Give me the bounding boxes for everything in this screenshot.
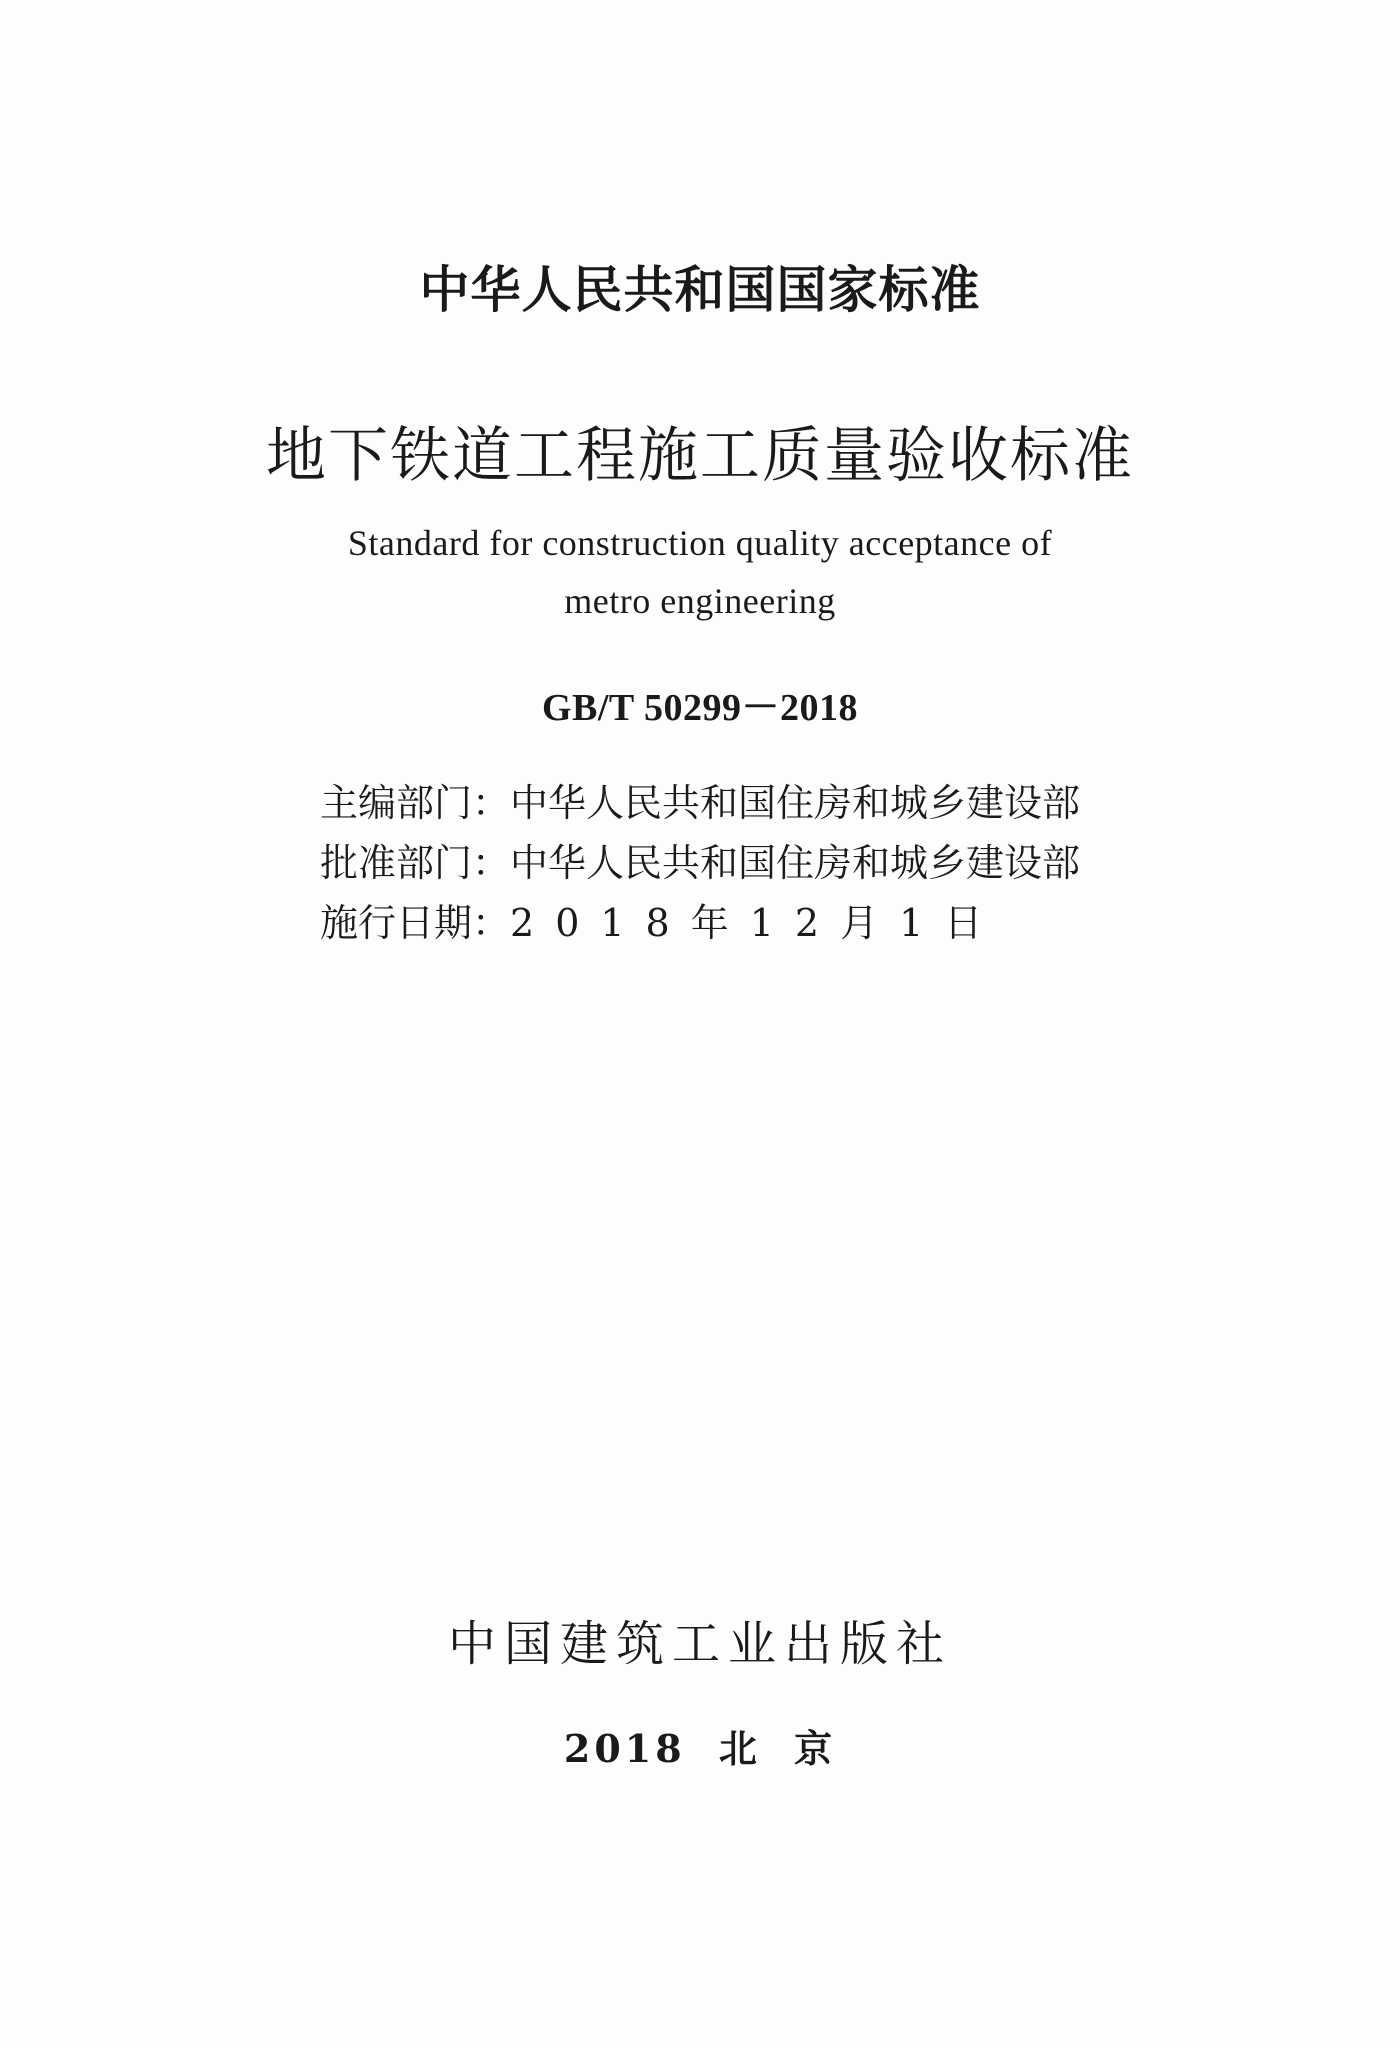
editor-value: 中华人民共和国住房和城乡建设部 <box>510 781 1081 825</box>
publisher: 中国建筑工业出版社 <box>447 1616 952 1672</box>
approver-department <box>320 832 1120 887</box>
date-value: 2018年12月1日 <box>510 901 1004 945</box>
editor-department <box>320 772 1120 827</box>
standard-series: 中华人民共和国国家标准 <box>419 261 981 319</box>
editor-label: 主编部门： <box>320 781 511 825</box>
title-chinese: 地下铁道工程施工质量验收标准 <box>266 421 1134 491</box>
title-english-line-1: Standard for construction quality acceptance of <box>347 523 1053 563</box>
effective-date <box>320 892 1120 947</box>
title-english-line-2: metro engineering <box>564 581 836 621</box>
approver-value: 中华人民共和国住房和城乡建设部 <box>510 841 1081 885</box>
standard-code: GB/T 50299－2018 <box>541 687 859 729</box>
publication-year-place: 2018 北 京 <box>563 1726 837 1771</box>
date-label: 施行日期： <box>320 901 511 945</box>
approver-label: 批准部门： <box>320 841 511 885</box>
